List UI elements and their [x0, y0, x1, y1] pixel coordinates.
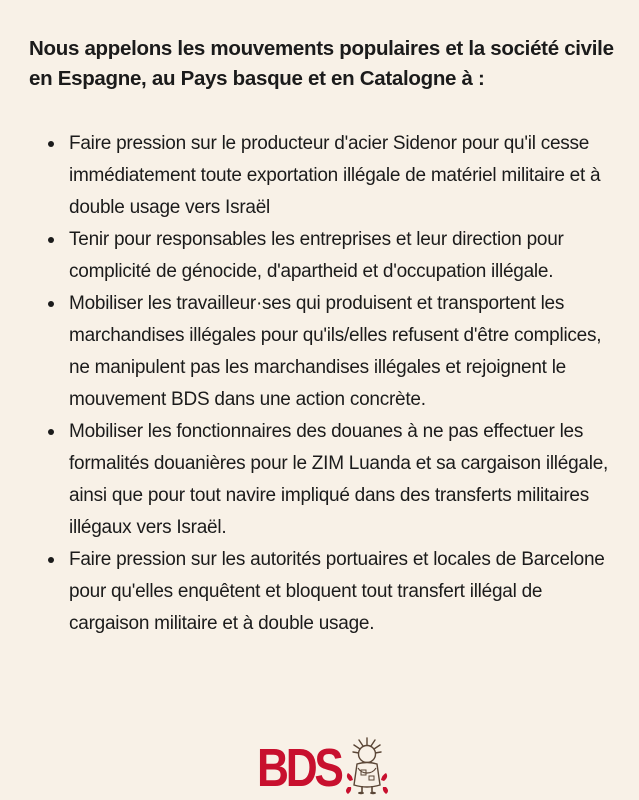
demand-text-5: Faire pression sur les autorités portuaires et locales de Barcelone pour qu'elles enquêtent et bloquent tout transfert illégal de cargaison militaire et à double usage.: [69, 549, 605, 634]
demands-list: [45, 128, 620, 640]
bullet-icon: [48, 237, 54, 243]
demand-item-5: [45, 544, 620, 640]
demand-text-2: Tenir pour responsables les entreprises et leur direction pour complicité de génocide, d'apartheid et d'occupation illégale.: [69, 229, 564, 282]
bullet-icon: [48, 557, 54, 563]
bds-logo: [257, 735, 389, 798]
page-heading: Nous appelons les mouvements populaires et la société civile en Espagne, au Pays basque et en Catalogne à :: [29, 37, 614, 90]
demand-text-1: Faire pression sur le producteur d'acier Sidenor pour qu'il cesse immédiatement toute exportation illégale de matériel militaire et à double usage vers Israël: [69, 133, 601, 218]
demand-text-4: Mobiliser les fonctionnaires des douanes à ne pas effectuer les formalités douanières pour le ZIM Luanda et sa cargaison illégale, ainsi que pour tout navire impliqué dans des transferts militaires illégaux vers Israël.: [69, 421, 609, 538]
demand-item-4: [45, 416, 620, 544]
demand-item-3: [45, 288, 620, 416]
bullet-icon: [48, 429, 54, 435]
handala-figure-icon: [345, 737, 389, 795]
bullet-icon: [48, 141, 54, 147]
bullet-icon: [48, 301, 54, 307]
demand-item-2: [45, 224, 620, 288]
demand-text-3: Mobiliser les travailleur·ses qui produisent et transportent les marchandises illégales pour qu'ils/elles refusent d'être complices, ne manipulent pas les marchandises illégales et rejoignent le mouvement BDS dans une action concrète.: [69, 293, 602, 410]
bds-logo-text: BDS: [257, 738, 341, 798]
demand-item-1: [45, 128, 620, 224]
